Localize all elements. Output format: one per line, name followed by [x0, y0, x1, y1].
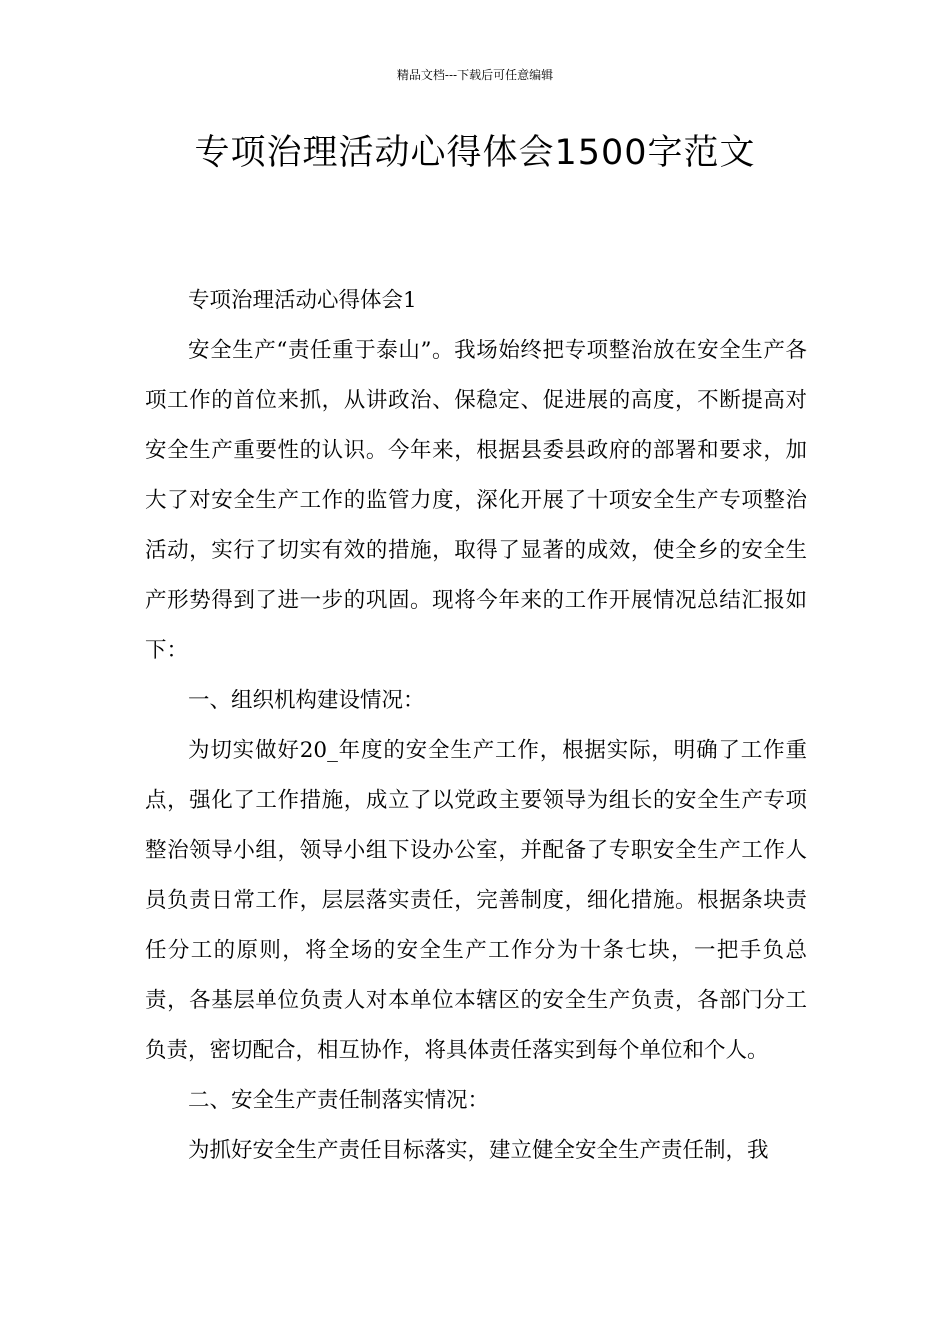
paragraph-heading-organization: 一、组织机构建设情况： — [188, 688, 425, 713]
paragraph-organization: 为切实做好20_年度的安全生产工作，根据实际，明确了工作重点，强化了工作措施，成立了以党政主要领导为组长的安全生产专项整治领导小组，领导小组下设办公室，并配备了专职安全生产工作人员负责日常工作，层层落实责任，完善制度，细化措施。根据条块责任分工的原则，将全场的安全生产工作分为十条七块，一把手负总责，各基层单位负责人对本单位本辖区的安全生产负责，各部门分工负责，密切配合，相互协作，将具体责任落实到每个单位和个人。 — [145, 738, 807, 1063]
paragraph-intro: 安全生产“责任重于泰山”。我场始终把专项整治放在安全生产各项工作的首位来抓，从讲政治、保稳定、促进展的高度，不断提高对安全生产重要性的认识。今年来，根据县委县政府的部署和要求，加大了对安全生产工作的监管力度，深化开展了十项安全生产专项整治活动，实行了切实有效的措施，取得了显著的成效，使全乡的安全生产形势得到了进一步的巩固。现将今年来的工作开展情况总结汇报如下： — [145, 338, 807, 663]
header-note: 精品文档---下载后可任意编辑 — [396, 68, 554, 82]
document-title: 专项治理活动心得体会1500字范文 — [194, 133, 756, 173]
paragraph-responsibility: 为抓好安全生产责任目标落实，建立健全安全生产责任制，我 — [188, 1138, 769, 1163]
paragraph-section-heading-1: 专项治理活动心得体会1 — [188, 288, 417, 313]
paragraph-heading-responsibility: 二、安全生产责任制落实情况： — [188, 1088, 490, 1113]
document-body — [145, 276, 807, 1176]
